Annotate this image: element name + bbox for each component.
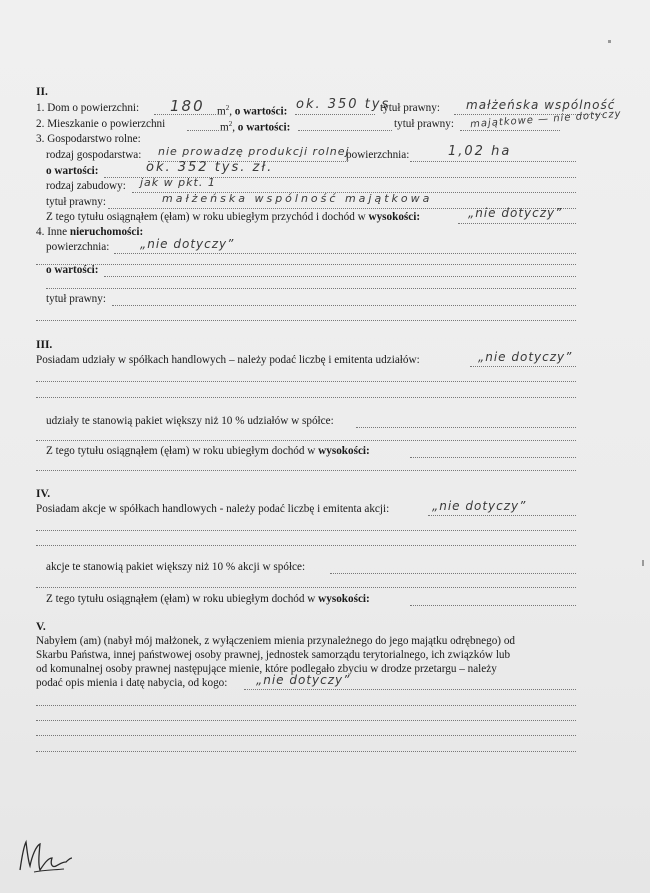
section-v-heading: V. xyxy=(36,621,46,633)
iii-line1-value: „nie dotyczy” xyxy=(478,350,573,364)
section-iv-heading: IV. xyxy=(36,488,51,500)
rodzaj-value: nie prowadzę produkcji rolnej xyxy=(158,145,350,158)
mieszkanie-prefix: 2. Mieszkanie o powierzchni xyxy=(36,118,166,130)
inne-area-line xyxy=(114,253,576,254)
dom-title-value: małżeńska wspólność xyxy=(466,98,616,112)
iv-blank-1 xyxy=(36,530,576,531)
zabudowa-value: jak w pkt. 1 xyxy=(140,176,216,189)
iii-blank-4 xyxy=(36,470,576,471)
scan-speck xyxy=(642,560,644,566)
dom-title-label: tytuł prawny: xyxy=(380,102,440,114)
inne-value-label: o wartości: xyxy=(46,264,99,276)
gosp-income-line xyxy=(458,223,576,224)
v-blank-2 xyxy=(36,720,576,721)
iii-blank-3 xyxy=(36,440,576,441)
inne-area-label: powierzchnia: xyxy=(46,241,110,253)
mieszkanie-area-line xyxy=(187,130,219,131)
gosp-income: Z tego tytułu osiągnąłem (ęłam) w roku ubiegłym przychód i dochód w wysokości: xyxy=(46,211,421,223)
dom-value: ok. 350 tys xyxy=(296,97,391,112)
iii-line2: udziały te stanowią pakiet większy niż 10 % udziałów w spółce: xyxy=(46,415,334,427)
dom-prefix: 1. Dom o powierzchni: xyxy=(36,102,140,114)
v-line4-fill xyxy=(244,689,576,690)
dom-area-value: 180 xyxy=(170,97,205,115)
section-iii-heading: III. xyxy=(36,339,53,351)
gosp-title-value: małżeńska wspólność majątkowa xyxy=(162,192,433,205)
inne-blank-line-1 xyxy=(36,264,576,265)
v-blank-1 xyxy=(36,705,576,706)
inne-title-line xyxy=(112,305,576,306)
v-paragraph-3: od komunalnej osoby prawnej następujące mienie, które podlegało zbyciu w drodze przetargu – należy xyxy=(36,663,497,675)
scan-speck xyxy=(608,40,611,43)
gospodarstwo-prefix: 3. Gospodarstwo rolne: xyxy=(36,133,141,145)
v-paragraph-2: Skarbu Państwa, innej państwowej osoby prawnej, jednostek samorządu terytorialnego, ich związków lub xyxy=(36,649,511,661)
zabudowa-label: rodzaj zabudowy: xyxy=(46,180,126,192)
inne-blank-line-3 xyxy=(36,320,576,321)
area-line xyxy=(410,161,576,162)
iv-line2-fill xyxy=(330,573,576,574)
iv-line3: Z tego tytułu osiągnąłem (ęłam) w roku ubiegłym dochód w wysokości: xyxy=(46,593,370,605)
v-blank-4 xyxy=(36,751,576,752)
inne-row: 4. Inne nieruchomości: xyxy=(36,226,144,238)
v-paragraph-1: Nabyłem (am) (nabył mój małżonek, z wyłączeniem mienia przynależnego do jego majątku odrębnego) od xyxy=(36,635,516,647)
iv-line2: akcje te stanowią pakiet większy niż 10 % akcji w spółce: xyxy=(46,561,306,573)
inne-value-line xyxy=(104,276,576,277)
gosp-value-label: o wartości: xyxy=(46,165,99,177)
iv-line1-value: „nie dotyczy” xyxy=(432,499,527,513)
inne-area-value: „nie dotyczy” xyxy=(140,237,235,251)
iv-line3-fill xyxy=(410,605,576,606)
inne-blank-line-2 xyxy=(46,288,576,289)
iii-line2-fill xyxy=(356,427,576,428)
iii-blank-1 xyxy=(36,381,576,382)
gosp-income-value: „nie dotyczy” xyxy=(468,206,563,220)
dom-unit: $m^2$, o wartości: xyxy=(217,104,288,118)
mieszkanie-unit: $m^2$, o wartości: xyxy=(220,120,291,134)
inne-title-label: tytuł prawny: xyxy=(46,293,106,305)
section-ii-heading: II. xyxy=(36,86,48,98)
iv-line1-fill xyxy=(428,515,576,516)
iv-blank-2 xyxy=(36,545,576,546)
area-label: powierzchnia: xyxy=(346,149,410,161)
area-value: 1,02 ha xyxy=(448,144,512,159)
iii-line1: Posiadam udziały w spółkach handlowych – należy podać liczbę i emitenta udziałów: xyxy=(36,354,420,366)
mieszkanie-value-line xyxy=(298,130,392,131)
dom-row xyxy=(36,102,139,115)
iii-blank-2 xyxy=(36,397,576,398)
mieszkanie-title-value: majątkowe — nie dotyczy xyxy=(469,108,622,131)
gosp-title-label: tytuł prawny: xyxy=(46,196,106,208)
v-paragraph-4: podać opis mienia i datę nabycia, od kogo: xyxy=(36,677,228,689)
iii-line3-fill xyxy=(410,457,576,458)
dom-value-line xyxy=(295,114,375,115)
mieszkanie-title-line xyxy=(460,130,560,131)
iv-blank-3 xyxy=(36,587,576,588)
rodzaj-label: rodzaj gospodarstwa: xyxy=(46,149,142,161)
iii-line1-fill xyxy=(470,366,576,367)
v-value: „nie dotyczy” xyxy=(256,673,351,687)
signature xyxy=(14,836,76,878)
mieszkanie-title-label: tytuł prawny: xyxy=(394,118,454,130)
gosp-value: ok. 352 tys. zł. xyxy=(146,160,274,175)
iv-line1: Posiadam akcje w spółkach handlowych - należy podać liczbę i emitenta akcji: xyxy=(36,503,390,515)
v-blank-3 xyxy=(36,735,576,736)
iii-line3: Z tego tytułu osiągnąłem (ęłam) w roku ubiegłym dochód w wysokości: xyxy=(46,445,370,457)
